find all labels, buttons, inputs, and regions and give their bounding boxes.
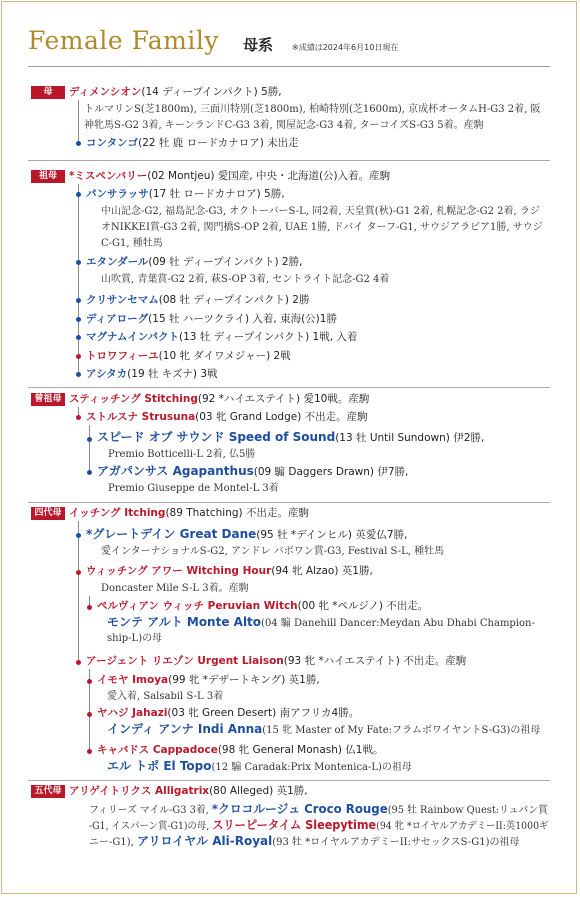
fifth-dam-entry: アリゲイトリクス Alligatrix(80 Alleged) 英1勝,: [69, 785, 308, 797]
section-divider: [28, 160, 550, 161]
red-bullet-icon: [87, 679, 92, 684]
fifth-dam-record-2: -G1, イスパーン賞-G1)の母, スリーピータイム Sleepytime(94 牝 *ロイヤルアカデミーII:英1000ギ: [89, 818, 549, 832]
offspring-entry: マグナムインパクト(13 牡 ディープインパクト) 1戦, 入着: [86, 331, 358, 343]
tree-line: [78, 521, 79, 661]
notable-descendant-note: ship-L)の母: [107, 633, 163, 644]
tree-line: [89, 425, 90, 473]
offspring-record: 愛インターナショナルS-G2, アンドレ バボワン賞-G3, Festival S-L, 種牡馬: [101, 546, 445, 557]
dam-name: ディメンシオン: [69, 86, 142, 98]
offspring-record: Doncaster Mile S-L 3着。産駒: [101, 583, 249, 594]
grandchild-entry: イモヤ Imoya(99 牝 *デザートキング) 英1勝,: [97, 674, 320, 686]
blue-bullet-icon: [76, 141, 81, 146]
section-divider: [28, 780, 550, 781]
grandchild-entry: キャバドス Cappadoce(98 牝 General Monash) 仏1戦。: [97, 744, 384, 756]
offspring-entry: ストルスナ Strusuna(03 牝 Grand Lodge) 不出走。産駒: [86, 411, 368, 423]
offspring-entry: ウィッチング アワー Witching Hour(94 牝 Alzao) 英1勝,: [86, 565, 373, 577]
blue-bullet-icon: [76, 372, 81, 377]
date-note: ※成績は2024年6月10日現在: [292, 43, 399, 52]
fifth-dam-record-1: フィリーズ マイル-G3 3着, *クロコルージュ Croco Rouge(95 牡 Rainbow Quest:リュパン賞: [89, 802, 548, 816]
notable-descendant: モンテ アルト Monte Alto(04 騸 Danehill Dancer:Meydan Abu Dhabi Champion-: [107, 615, 535, 629]
offspring-entry: パンサラッサ(17 牡 ロードカナロア) 5勝,: [86, 188, 285, 200]
generation-tag-great-granddam: 曾祖母: [31, 393, 65, 406]
page-subtitle: 母系: [243, 36, 274, 54]
offspring-entry: エタンダール(09 牡 ディープインパクト) 2勝,: [86, 256, 303, 268]
section-divider: [28, 502, 550, 503]
blue-bullet-icon: [76, 260, 81, 265]
generation-tag-dam: 母: [31, 86, 65, 99]
red-bullet-icon: [87, 749, 92, 754]
grandchild-record: 愛入着, Salsabil S-L 3着: [107, 691, 224, 702]
blue-bullet-icon: [76, 317, 81, 322]
offspring-record: 中山記念-G2, 福島記念-G3, オクトーバーS-L, 同2着, 天皇賞(秋)-G1 2着, 札幌記念-G2 2着, ラジ: [101, 206, 540, 217]
notable-descendant: エル トポ El Topo(12 騸 Caradak:Prix Montenica-L)の祖母: [107, 759, 412, 773]
blue-bullet-icon: [76, 298, 81, 303]
tree-line: [78, 184, 79, 375]
offspring-entry: トロワフィーユ(10 牝 ダイワメジャー) 2戦: [86, 350, 291, 362]
red-bullet-icon: [87, 605, 92, 610]
generation-tag-4th-dam: 四代母: [31, 507, 65, 520]
offspring-name: コンタンゴ: [86, 137, 139, 149]
grandchild-entry: ペルヴィアン ウィッチ Peruvian Witch(00 牝 *ペルジノ) 不出走。: [97, 600, 429, 612]
offspring-entry: アシタカ(19 牡 キズナ) 3戦: [86, 368, 218, 380]
grandchild-record: Premio Botticelli-L 2着, 仏5勝: [108, 449, 256, 460]
red-bullet-icon: [76, 570, 81, 575]
offspring-entry: ディアローグ(15 牡 ハーツクライ) 入着, 東海(公)1勝: [86, 313, 337, 325]
offspring-entry: コンタンゴ(22 牡 鹿 ロードカナロア) 未出走: [86, 137, 299, 149]
header-divider: [28, 66, 550, 67]
grandchild-record: Premio Giuseppe de Montel-L 3着: [108, 483, 279, 494]
dam-record-1: トルマリンS(芝1800m), 三面川特別(芝1800m), 柏崎特別(芝1600m), 京成杯オータムH-G3 2着, 阪: [84, 104, 541, 115]
red-bullet-icon: [76, 415, 81, 420]
great-granddam-entry: スティッチング Stitching(92 *ハイエステイト) 愛10戦。産駒: [69, 393, 370, 405]
dam-entry: [69, 86, 282, 99]
blue-bullet-icon: [87, 437, 92, 442]
fifth-dam-record-3: ニー-G1), アリロイヤル Ali-Royal(93 牡 *ロイヤルアカデミーII:サセックスS-G1)の祖母: [89, 834, 520, 848]
section-divider: [28, 387, 550, 388]
page-title: Female Family: [28, 26, 219, 55]
generation-tag-5th-dam: 五代母: [31, 785, 65, 798]
dam-record-2: 神牝馬S-G2 3着, キーンランドC-G3 3着, 関屋記念-G3 4着, ターコイズS-G3 5着。産駒: [84, 120, 484, 131]
blue-bullet-icon: [76, 192, 81, 197]
red-bullet-icon: [76, 354, 81, 359]
grandchild-entry: スピード オブ サウンド Speed of Sound(13 牡 Until Sundown) 伊2勝,: [97, 430, 485, 444]
blue-bullet-icon: [76, 533, 81, 538]
granddam-name: *ミスペンバリー: [69, 170, 148, 182]
offspring-entry: アージェント リエゾン Urgent Liaison(93 牝 *ハイエステイト) 不出走。産駒: [86, 655, 467, 667]
tree-line: [78, 100, 79, 144]
offspring-record: 山吹賞, 青葉賞-G2 2着, 萩S-OP 3着, セントライト記念-G2 4着: [101, 274, 390, 285]
blue-bullet-icon: [87, 470, 92, 475]
fourth-dam-entry: イッチング Itching(89 Thatching) 不出走。産駒: [69, 507, 309, 519]
grandchild-entry: ヤハジ Jahazi(03 牝 Green Desert) 南アフリカ4勝。: [97, 707, 360, 719]
blue-bullet-icon: [76, 335, 81, 340]
grandchild-entry: アガパンサス Agapanthus(09 騸 Daggers Drawn) 伊7勝,: [97, 464, 409, 478]
notable-descendant: インディ アンナ Indi Anna(15 牝 Master of My Fate:フラムボワイヤントS-G3)の祖母: [107, 722, 541, 736]
offspring-entry: クリサンセマム(08 牡 ディープインパクト) 2勝: [86, 294, 310, 306]
offspring-entry: *グレートデイン Great Dane(95 牡 *デインヒル) 英愛仏7勝,: [86, 527, 408, 541]
offspring-record: オNIKKEI賞-G3 2着, 関門橋S-OP 2着, UAE 1勝, ドバイ ターフ-G1, サウジアラビア1勝, サウジ: [101, 222, 543, 233]
offspring-record: C-G1, 種牡馬: [101, 238, 163, 249]
red-bullet-icon: [87, 712, 92, 717]
generation-tag-granddam: 祖母: [31, 170, 65, 183]
red-bullet-icon: [76, 660, 81, 665]
granddam-entry: *ミスペンバリー(02 Montjeu) 愛国産, 中央・北海道(公)入着。産駒: [69, 170, 391, 182]
dam-info: (14 ディープインパクト) 5勝,: [141, 86, 282, 98]
